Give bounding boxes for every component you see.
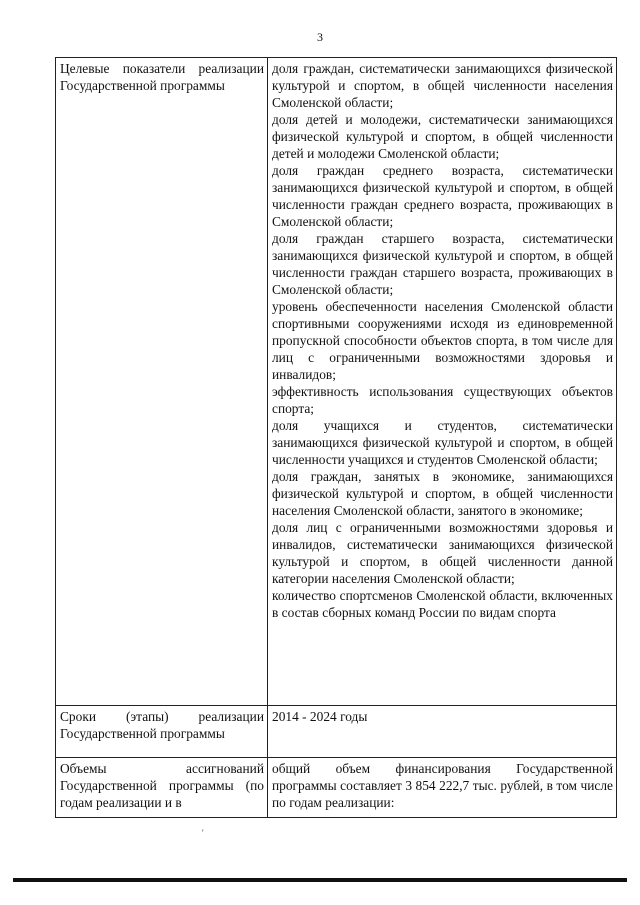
- list-item: уровень обеспеченности населения Смоленской области спортивными сооружениями исходя из единовременной пропускной способности объектов спорта, в том числе для лиц с ограниченными возможностями здоровья и инвалидов;: [272, 299, 613, 382]
- row-label: Целевые показатели реализации Государственной программы: [56, 58, 268, 706]
- list-item: эффективность использования существующих объектов спорта;: [272, 384, 613, 416]
- scan-mark: ': [202, 828, 204, 838]
- list-item: доля лиц с ограниченными возможностями здоровья и инвалидов, систематически занимающихся физической культурой и спортом, в общей численности данной категории населения Смоленской области;: [272, 520, 613, 586]
- list-item: доля граждан старшего возраста, систематически занимающихся физической культурой и спортом, в общей численности граждан старшего возраста, проживающих в Смоленской области;: [272, 231, 613, 297]
- table-row: [56, 706, 617, 758]
- row-content: [268, 706, 617, 758]
- table-row: [56, 58, 617, 706]
- row-label: Объемы ассигнований Государственной программы (по годам реализации и в: [56, 758, 268, 818]
- row-content: [268, 758, 617, 818]
- program-passport-table: [55, 57, 617, 818]
- list-item: доля граждан среднего возраста, систематически занимающихся физической культурой и спортом, в общей численности граждан среднего возраста, проживающих в Смоленской области;: [272, 163, 613, 229]
- list-item: доля учащихся и студентов, систематически занимающихся физической культурой и спортом, в общей численности учащихся и студентов Смоленской области;: [272, 418, 613, 467]
- list-item: доля детей и молодежи, систематически занимающихся физической культурой и спортом, в общей численности детей и молодежи Смоленской области;: [272, 112, 613, 161]
- row-content: [268, 58, 617, 706]
- list-item: 2014 - 2024 годы: [272, 709, 368, 724]
- scan-edge-bar: [13, 878, 627, 882]
- list-item: доля граждан, занятых в экономике, занимающихся физической культурой и спортом, в общей численности населения Смоленской области, занятого в экономике;: [272, 469, 613, 518]
- list-item: количество спортсменов Смоленской области, включенных в состав сборных команд России по видам спорта: [272, 588, 613, 620]
- table-row: [56, 758, 617, 818]
- row-label: Сроки (этапы) реализации Государственной программы: [56, 706, 268, 758]
- list-item: доля граждан, систематически занимающихся физической культурой и спортом, в общей численности населения Смоленской области;: [272, 61, 613, 110]
- page-number: 3: [317, 30, 323, 44]
- list-item: общий объем финансирования Государственной программы составляет 3 854 222,7 тыс. рублей, в том числе по годам реализации:: [272, 761, 613, 810]
